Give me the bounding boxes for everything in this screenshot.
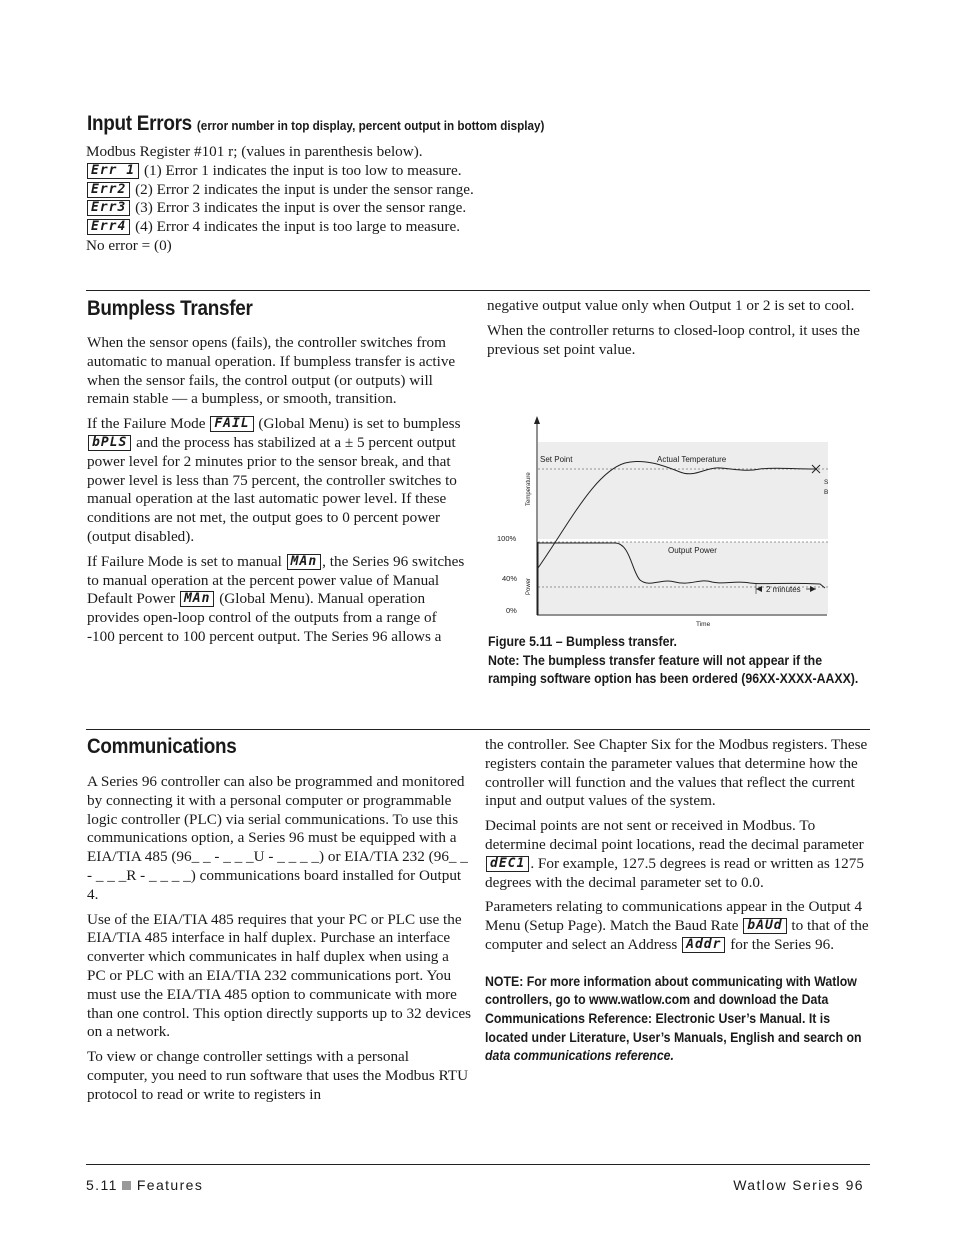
error-item: Err 1 (1) Error 1 indicates the input is too low to measure. bbox=[86, 162, 606, 181]
register-line: Modbus Register #101 r; (values in parenthesis below). bbox=[86, 143, 423, 160]
communications-paragraph: Use of the EIA/TIA 485 requires that your PC or PLC use the EIA/TIA 485 interface in half duplex. Purchase an interface converter which communicates in half duplex when using a PC or PLC with an EIA/TIA 232 communications port. You must use the EIA/TIA 485 option to communicate with more than one control. This option directly supports up to 32 devices on a network. bbox=[87, 910, 471, 1041]
communications-heading: Communications bbox=[87, 735, 237, 758]
communications-paragraph: A Series 96 controller can also be programmed and monitored by connecting it with a personal computer or programmable logic controller (PLC) via serial communications. To use this communications option, a Series 96 must be equipped with a EIA/TIA 485 (96_ _ - _ _ _U - _ _ _ _) or EIA/TIA 232 (96_ _ - _ _ _R - _ _ _ _) communications board installed for Output 4. bbox=[87, 773, 468, 903]
input-errors-list bbox=[86, 143, 606, 256]
error-code: Err4 bbox=[87, 219, 130, 235]
bumpless-transfer-figure bbox=[490, 412, 835, 632]
y-axis-arrow bbox=[534, 416, 540, 424]
error-code: Err3 bbox=[87, 200, 130, 216]
figure-caption: Figure 5.11 – Bumpless transfer. bbox=[488, 634, 677, 649]
actual-temperature-label: Actual Temperature bbox=[657, 455, 727, 464]
figure-note: Note: The bumpless transfer feature will not appear if the ramping software option has been ordered (96XX-XXXX-AAXX). bbox=[488, 652, 859, 687]
section-name: Features bbox=[136, 1177, 204, 1193]
figure-caption-block bbox=[488, 633, 868, 689]
bumpless-paragraph: negative output value only when Output 1 or 2 is set to cool. bbox=[487, 297, 855, 314]
error-code: Err 1 bbox=[87, 163, 139, 179]
input-errors-heading: Input Errors (error number in top display, percent output in bottom display) bbox=[87, 112, 545, 135]
no-error-line: No error = (0) bbox=[86, 236, 172, 254]
sensor-break-label-s: S bbox=[824, 479, 829, 486]
error-item: Err4 (4) Error 4 indicates the input is too large to measure. bbox=[86, 218, 606, 237]
communications-column-left bbox=[87, 773, 471, 1105]
footer-right: Watlow Series 96 bbox=[733, 1177, 864, 1193]
error-item: Err2 (2) Error 2 indicates the input is under the sensor range. bbox=[86, 181, 606, 200]
pct-40-label: 40% bbox=[502, 574, 518, 583]
section-divider bbox=[86, 729, 870, 730]
error-code: Err2 bbox=[87, 182, 130, 198]
bumpless-paragraph: If Failure Mode is set to manual MAn , the Series 96 switches to manual operation at the percent power value of Manual Default Power MAn (Global Menu). Manual operation provides open-loop control of the outputs from a range of -100 percent to 100 percent output. The Series 96 allows a bbox=[87, 552, 465, 645]
pct-100-label: 100% bbox=[497, 534, 517, 543]
footer-left bbox=[86, 1177, 203, 1193]
error-item: Err3 (3) Error 3 indicates the input is over the sensor range. bbox=[86, 199, 606, 218]
footer-rule bbox=[86, 1164, 870, 1165]
communications-paragraph: To view or change controller settings with a personal computer, you need to run software that uses the Modbus RTU protocol to read or write to registers in bbox=[87, 1048, 469, 1103]
page-number: 5.11 bbox=[86, 1177, 118, 1193]
output-power-label: Output Power bbox=[668, 546, 717, 555]
sensor-break-label-b: B bbox=[824, 489, 829, 496]
baud-code: bAUd bbox=[743, 918, 786, 934]
bumpless-column-left bbox=[87, 334, 467, 647]
addr-code: Addr bbox=[682, 937, 725, 953]
bumpless-paragraph: When the sensor opens (fails), the controller switches from automatic to manual operation. If bumpless transfer is active when the sensor fails, the control output (or outputs) will remain stable — a bumpless, or smooth, transition. bbox=[87, 334, 456, 408]
section-divider bbox=[86, 290, 870, 291]
input-errors-subtitle: (error number in top display, percent output in bottom display) bbox=[196, 118, 545, 133]
communications-paragraph: Decimal points are not sent or received in Modbus. To determine decimal point locations, read the decimal parameter dEC1 . For example, 127.5 degrees is read or written as 1275 degrees with the decimal parameter set to 0.0. bbox=[485, 817, 864, 891]
search-term: data communications reference. bbox=[485, 1048, 674, 1064]
bumpless-paragraph: When the controller returns to closed-loop control, it uses the previous set point value. bbox=[487, 321, 860, 358]
bumpless-paragraph: If the Failure Mode FAIL (Global Menu) is set to bumpless bPLS and the process has stabilized at a ± 5 percent output power level for 2 minutes prior to the sensor break, and that power level is less than 75 percent, the controller switches to manual operation at the last automatic power level. If these conditions are not met, the output goes to 0 percent power (output disabled). bbox=[87, 415, 461, 545]
bumpless-heading: Bumpless Transfer bbox=[87, 297, 253, 320]
temperature-axis-label: Temperature bbox=[526, 472, 532, 506]
communications-paragraph: Parameters relating to communications appear in the Output 4 Menu (Setup Page). Match the Baud Rate bAUd to that of the computer and select an Address Addr for the Series 96. bbox=[485, 898, 869, 953]
communications-paragraph: the controller. See Chapter Six for the Modbus registers. These registers contain the parameter values that determine how the controller will function and the values that reflect the current input and output values of the system. bbox=[485, 736, 868, 810]
set-point-label: Set Point bbox=[540, 455, 573, 464]
dec-code: dEC1 bbox=[486, 856, 529, 872]
power-axis-label: Power bbox=[526, 577, 532, 595]
communications-note: NOTE: For more information about communicating with Watlow controllers, go to www.watlow.com and download the Data Communications Reference: Electronic User’s Manual. It is located under Literature, User’s Manuals, English and search on data communications reference. bbox=[485, 973, 862, 1064]
communications-column-right bbox=[485, 736, 869, 1066]
man-code: MAn bbox=[180, 591, 214, 607]
bumpless-column-right bbox=[487, 297, 867, 359]
time-label: Time bbox=[696, 621, 711, 628]
square-bullet-icon bbox=[122, 1181, 131, 1190]
man-code: MAn bbox=[287, 554, 321, 570]
pct-0-label: 0% bbox=[506, 606, 517, 615]
two-minutes-label: 2 minutes bbox=[766, 585, 801, 594]
fail-code: FAIL bbox=[210, 416, 253, 432]
bpls-code: bPLS bbox=[88, 435, 131, 451]
